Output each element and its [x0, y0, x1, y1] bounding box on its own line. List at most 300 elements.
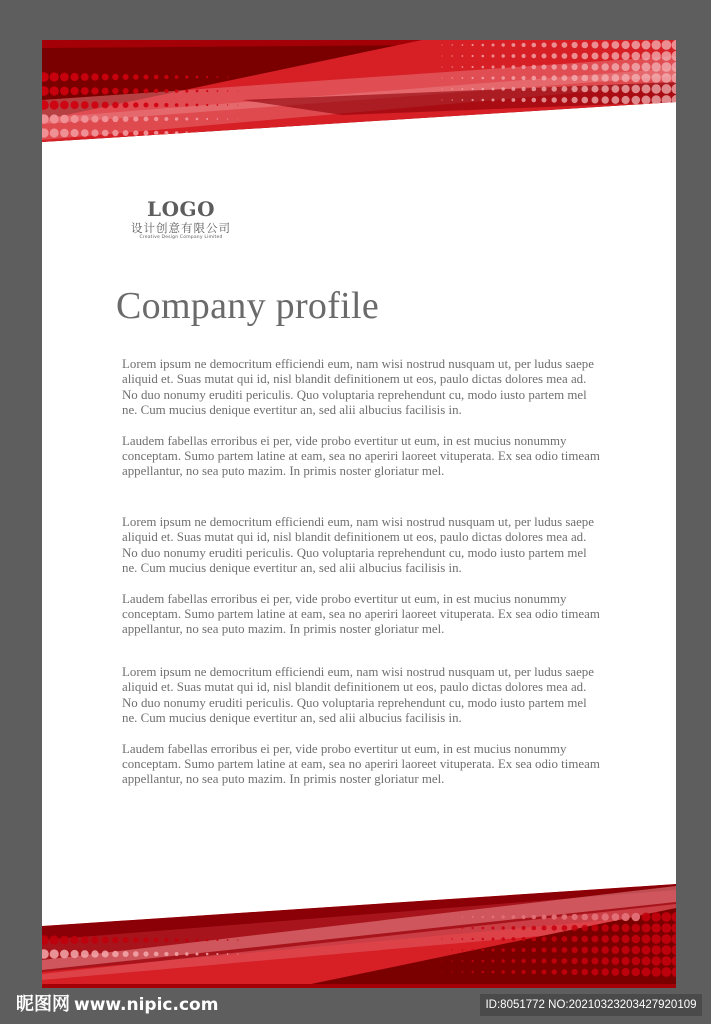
halftone-dot — [185, 131, 188, 134]
halftone-dot — [552, 958, 557, 963]
halftone-dot — [492, 916, 495, 919]
halftone-dot — [532, 970, 537, 975]
halftone-dot — [562, 914, 568, 920]
halftone-dot — [622, 957, 630, 965]
halftone-dot — [133, 937, 139, 943]
halftone-dot — [112, 74, 118, 80]
halftone-dot — [196, 104, 199, 107]
halftone-dot — [216, 939, 218, 941]
halftone-dot — [143, 937, 148, 942]
halftone-dot — [622, 924, 630, 932]
halftone-dot — [154, 952, 159, 957]
halftone-dot — [472, 44, 474, 46]
halftone-dot — [492, 949, 495, 952]
halftone-dot — [206, 953, 209, 956]
halftone-dot — [562, 75, 568, 81]
page-title: Company profile — [116, 285, 380, 327]
halftone-dot — [532, 54, 537, 59]
halftone-dot — [237, 953, 238, 954]
halftone-dot — [227, 132, 228, 133]
halftone-dot — [642, 63, 651, 72]
halftone-dot — [522, 87, 526, 91]
halftone-dot — [602, 924, 609, 931]
halftone-dot — [582, 97, 589, 104]
halftone-dot — [123, 951, 129, 957]
halftone-dot — [91, 73, 98, 80]
halftone-dot — [206, 939, 209, 942]
halftone-dot — [642, 74, 651, 83]
halftone-dot — [512, 76, 516, 80]
halftone-dot — [442, 89, 443, 90]
halftone-dot — [502, 959, 505, 962]
top-red-banner — [42, 40, 676, 145]
halftone-dot — [582, 914, 589, 921]
halftone-dot — [164, 117, 168, 121]
halftone-dot — [164, 938, 168, 942]
halftone-dot — [492, 927, 495, 930]
halftone-dot — [552, 86, 557, 91]
halftone-dot — [562, 64, 568, 70]
halftone-dot — [502, 98, 505, 101]
halftone-dot — [532, 926, 537, 931]
halftone-dot — [662, 62, 672, 72]
halftone-dot — [442, 917, 443, 918]
halftone-dot — [442, 56, 443, 57]
halftone-dot — [442, 928, 443, 929]
paragraph: Laudem fabellas erroribus ei per, vide probo evertitur ut eum, in est mucius nonummy conceptam. Sumo partem latine at eam, sea no aperiri laoreet vituperata. Ex sea odio timeam appellantur, no sea puto mazim. In primis noster gloriatur mel. — [122, 591, 600, 637]
halftone-dot — [60, 950, 69, 959]
halftone-dot — [154, 938, 159, 943]
halftone-dot — [442, 45, 443, 46]
halftone-dot — [602, 935, 609, 942]
halftone-dot — [602, 968, 609, 975]
halftone-dot — [50, 128, 59, 137]
halftone-dot — [196, 939, 199, 942]
halftone-dot — [542, 926, 547, 931]
halftone-dot — [227, 90, 228, 91]
halftone-dot — [502, 76, 505, 79]
halftone-dot — [592, 64, 599, 71]
halftone-dot — [622, 946, 630, 954]
halftone-dot — [532, 915, 537, 920]
halftone-dot — [217, 132, 219, 134]
halftone-dot — [662, 912, 672, 922]
halftone-dot — [582, 925, 589, 932]
halftone-dot — [532, 948, 537, 953]
halftone-dot — [112, 937, 119, 944]
halftone-dot — [81, 936, 89, 944]
halftone-dot — [60, 936, 69, 945]
halftone-dot — [482, 927, 485, 930]
halftone-dot — [632, 52, 641, 61]
halftone-dot — [502, 970, 505, 973]
halftone-dot — [452, 55, 453, 56]
halftone-dot — [612, 63, 620, 71]
halftone-dot — [143, 951, 148, 956]
halftone-dot — [582, 64, 589, 71]
watermark-site-url: www.nipic.com — [74, 995, 219, 1015]
halftone-dot — [462, 44, 464, 46]
halftone-dot — [472, 938, 474, 940]
halftone-dot — [592, 42, 599, 49]
halftone-dot — [154, 75, 159, 80]
halftone-dot — [622, 935, 630, 943]
halftone-dot — [552, 97, 557, 102]
halftone-dot — [472, 55, 474, 57]
halftone-dot — [462, 916, 464, 918]
halftone-dot — [102, 951, 109, 958]
halftone-dot — [227, 118, 228, 119]
halftone-dot — [562, 925, 568, 931]
top-banner-graphic — [42, 40, 676, 145]
halftone-dot — [492, 960, 495, 963]
halftone-dot — [512, 915, 516, 919]
halftone-dot — [602, 41, 609, 48]
halftone-dot — [612, 96, 620, 104]
halftone-dot — [196, 118, 199, 121]
paragraph: Lorem ipsum ne democritum efficiendi eum, nam wisi nostrud nusquam ut, per ludus saepe aliquid et. Suas mutat qui id, nisl blandit definitionem ut eos, paulo dictas dolores mea ad. No duo nonumy eruditi periculis. Quo voluptaria reprehendunt cu, modo iusto partem mel ne. Cum mucius denique evertitur an, sed alii albucius facilisis in. — [122, 357, 594, 417]
halftone-dot — [175, 952, 179, 956]
halftone-dot — [133, 130, 138, 135]
halftone-dot — [552, 936, 557, 941]
halftone-dot — [164, 131, 168, 135]
halftone-dot — [562, 958, 568, 964]
halftone-dot — [522, 54, 526, 58]
halftone-dot — [60, 101, 69, 110]
halftone-dot — [612, 85, 620, 93]
halftone-dot — [70, 936, 78, 944]
halftone-dot — [50, 114, 59, 123]
halftone-dot — [522, 65, 526, 69]
halftone-dot — [622, 968, 630, 976]
halftone-dot — [652, 945, 661, 954]
halftone-dot — [112, 130, 118, 136]
halftone-dot — [175, 89, 179, 93]
halftone-dot — [502, 43, 505, 46]
halftone-dot — [502, 937, 505, 940]
halftone-dot — [642, 946, 651, 955]
halftone-dot — [612, 968, 620, 976]
halftone-dot — [123, 102, 129, 108]
halftone-dot — [552, 64, 557, 69]
halftone-dot — [227, 132, 228, 133]
halftone-dot — [592, 53, 599, 60]
halftone-dot — [452, 916, 453, 917]
halftone-dot — [154, 131, 159, 136]
halftone-dot — [81, 129, 89, 137]
halftone-dot — [237, 105, 238, 106]
halftone-dot — [70, 129, 78, 137]
halftone-dot — [552, 42, 557, 47]
halftone-dot — [582, 936, 589, 943]
halftone-dot — [572, 936, 578, 942]
halftone-dot — [206, 76, 208, 78]
halftone-dot — [602, 946, 609, 953]
halftone-dot — [592, 936, 599, 943]
halftone-dot — [123, 74, 129, 80]
halftone-dot — [492, 971, 495, 974]
halftone-dot — [133, 951, 139, 957]
halftone-dot — [216, 953, 218, 955]
halftone-dot — [572, 75, 578, 81]
halftone-dot — [522, 98, 526, 102]
paragraph: Laudem fabellas erroribus ei per, vide probo evertitur ut eum, in est mucius nonummy conceptam. Sumo partem latine at eam, sea no aperiri laoreet vituperata. Ex sea odio timeam appellantur, no sea puto mazim. In primis noster gloriatur mel. — [122, 741, 600, 787]
halftone-dot — [472, 66, 474, 68]
halftone-dot — [196, 953, 199, 956]
halftone-dot — [462, 55, 464, 57]
halftone-dot — [175, 103, 179, 107]
halftone-dot — [227, 953, 229, 955]
halftone-dot — [602, 52, 609, 59]
halftone-dot — [522, 959, 526, 963]
halftone-dot — [472, 88, 474, 90]
halftone-dot — [482, 77, 485, 80]
halftone-dot — [612, 935, 620, 943]
halftone-dot — [492, 88, 495, 91]
halftone-dot — [91, 101, 98, 108]
halftone-dot — [60, 115, 69, 124]
halftone-dot — [612, 74, 620, 82]
halftone-dot — [164, 952, 168, 956]
halftone-dot — [482, 916, 485, 919]
halftone-dot — [662, 95, 672, 105]
halftone-dot — [492, 99, 495, 102]
halftone-dot — [552, 969, 557, 974]
halftone-dot — [652, 62, 661, 71]
halftone-dot — [102, 130, 109, 137]
halftone-dot — [502, 915, 505, 918]
halftone-dot — [227, 76, 228, 77]
halftone-dot — [81, 73, 89, 81]
halftone-dot — [512, 43, 516, 47]
halftone-dot — [542, 970, 547, 975]
halftone-dot — [91, 115, 98, 122]
halftone-dot — [112, 88, 118, 94]
halftone-dot — [217, 118, 219, 120]
halftone-dot — [512, 937, 516, 941]
halftone-dot — [602, 96, 609, 103]
halftone-dot — [612, 913, 620, 921]
halftone-dot — [602, 74, 609, 81]
halftone-dot — [642, 957, 651, 966]
halftone-dot — [642, 913, 651, 922]
halftone-dot — [81, 87, 89, 95]
halftone-dot — [542, 87, 547, 92]
halftone-dot — [91, 936, 98, 943]
halftone-dot — [144, 117, 149, 122]
halftone-dot — [472, 99, 474, 101]
halftone-dot — [472, 927, 474, 929]
halftone-dot — [602, 957, 609, 964]
halftone-dot — [542, 54, 547, 59]
halftone-dot — [572, 42, 578, 48]
halftone-dot — [522, 915, 526, 919]
halftone-dot — [70, 950, 78, 958]
halftone-dot — [206, 132, 208, 134]
halftone-dot — [206, 132, 208, 134]
halftone-dot — [442, 100, 443, 101]
halftone-dot — [542, 937, 547, 942]
halftone-dot — [472, 77, 474, 79]
halftone-dot — [482, 88, 485, 91]
halftone-dot — [552, 925, 557, 930]
halftone-dot — [662, 51, 672, 61]
halftone-dot — [642, 924, 651, 933]
halftone-dot — [572, 969, 578, 975]
halftone-dot — [522, 970, 526, 974]
halftone-dot — [102, 74, 109, 81]
halftone-dot — [632, 63, 641, 72]
halftone-dot — [462, 77, 464, 79]
halftone-dot — [552, 947, 557, 952]
halftone-dot — [652, 956, 661, 965]
halftone-dot — [102, 116, 109, 123]
halftone-dot — [237, 91, 238, 92]
halftone-dot — [532, 43, 537, 48]
halftone-dot — [442, 939, 443, 940]
halftone-dot — [185, 103, 188, 106]
halftone-dot — [542, 65, 547, 70]
halftone-dot — [185, 952, 188, 955]
halftone-dot — [452, 949, 453, 950]
halftone-dot — [164, 89, 168, 93]
halftone-dot — [462, 960, 464, 962]
halftone-dot — [112, 116, 118, 122]
halftone-dot — [592, 914, 599, 921]
halftone-dot — [482, 960, 485, 963]
halftone-dot — [502, 948, 505, 951]
halftone-dot — [572, 64, 578, 70]
halftone-dot — [217, 132, 219, 134]
halftone-dot — [492, 66, 495, 69]
halftone-dot — [652, 934, 661, 943]
halftone-dot — [462, 938, 464, 940]
halftone-dot — [462, 949, 464, 951]
body-section-2 — [122, 515, 602, 653]
halftone-dot — [133, 74, 138, 79]
halftone-dot — [164, 75, 168, 79]
halftone-dot — [227, 939, 229, 941]
halftone-dot — [482, 971, 485, 974]
halftone-dot — [482, 55, 485, 58]
halftone-dot — [512, 98, 516, 102]
halftone-dot — [592, 947, 599, 954]
halftone-dot — [452, 938, 453, 939]
halftone-dot — [562, 936, 568, 942]
halftone-dot — [632, 74, 641, 83]
halftone-dot — [652, 73, 661, 82]
halftone-dot — [632, 85, 641, 94]
halftone-dot — [572, 925, 578, 931]
paragraph: Lorem ipsum ne democritum efficiendi eum, nam wisi nostrud nusquam ut, per ludus saepe aliquid et. Suas mutat qui id, nisl blandit definitionem ut eos, paulo dictas dolores mea ad. No duo nonumy eruditi periculis. Quo voluptaria reprehendunt cu, modo iusto partem mel ne. Cum mucius denique evertitur an, sed alii albucius facilisis in. — [122, 515, 594, 575]
halftone-dot — [502, 65, 505, 68]
halftone-dot — [144, 103, 149, 108]
halftone-dot — [632, 968, 641, 977]
halftone-dot — [91, 87, 98, 94]
halftone-dot — [144, 75, 149, 80]
halftone-dot — [632, 41, 641, 50]
halftone-dot — [206, 90, 208, 92]
halftone-dot — [542, 959, 547, 964]
halftone-dot — [81, 950, 89, 958]
halftone-dot — [175, 75, 179, 79]
halftone-dot — [452, 971, 453, 972]
halftone-dot — [612, 946, 620, 954]
halftone-dot — [185, 89, 188, 92]
halftone-dot — [572, 86, 578, 92]
halftone-dot — [662, 923, 672, 933]
logo-company-name-cn: 设计创意有限公司 — [131, 221, 231, 235]
halftone-dot — [164, 103, 168, 107]
halftone-dot — [512, 959, 516, 963]
paragraph: Lorem ipsum ne democritum efficiendi eum, nam wisi nostrud nusquam ut, per ludus saepe aliquid et. Suas mutat qui id, nisl blandit definitionem ut eos, paulo dictas dolores mea ad. No duo nonumy eruditi periculis. Quo voluptaria reprehendunt cu, modo iusto partem mel ne. Cum mucius denique evertitur an, sed alii albucius facilisis in. — [122, 665, 594, 725]
halftone-dot — [237, 939, 238, 940]
halftone-dot — [612, 924, 620, 932]
halftone-dot — [632, 96, 641, 105]
letterhead-page — [42, 40, 676, 988]
halftone-dot — [462, 66, 464, 68]
halftone-dot — [154, 117, 159, 122]
halftone-dot — [70, 101, 78, 109]
halftone-dot — [632, 913, 641, 922]
halftone-dot — [512, 65, 516, 69]
halftone-dot — [662, 84, 672, 94]
halftone-dot — [522, 76, 526, 80]
halftone-dot — [662, 945, 672, 955]
halftone-dot — [185, 117, 188, 120]
halftone-dot — [50, 935, 59, 944]
halftone-dot — [572, 947, 578, 953]
halftone-dot — [662, 934, 672, 944]
halftone-dot — [522, 948, 526, 952]
halftone-dot — [502, 87, 505, 90]
halftone-dot — [144, 131, 149, 136]
halftone-dot — [133, 116, 138, 121]
halftone-dot — [592, 958, 599, 965]
halftone-dot — [482, 949, 485, 952]
halftone-dot — [592, 86, 599, 93]
halftone-dot — [602, 63, 609, 70]
halftone-dot — [196, 90, 199, 93]
halftone-dot — [562, 53, 568, 59]
halftone-dot — [237, 77, 238, 78]
halftone-dot — [532, 98, 537, 103]
halftone-dot — [217, 76, 219, 78]
halftone-dot — [237, 133, 238, 134]
halftone-dot — [562, 947, 568, 953]
halftone-dot — [102, 937, 109, 944]
halftone-dot — [502, 54, 505, 57]
halftone-dot — [602, 85, 609, 92]
halftone-dot — [572, 958, 578, 964]
halftone-dot — [492, 938, 495, 941]
halftone-dot — [522, 926, 526, 930]
halftone-dot — [512, 926, 516, 930]
halftone-dot — [452, 44, 453, 45]
halftone-dot — [123, 88, 129, 94]
halftone-dot — [652, 923, 661, 932]
halftone-dot — [50, 949, 59, 958]
halftone-dot — [562, 97, 568, 103]
halftone-dot — [582, 75, 589, 82]
halftone-dot — [175, 131, 179, 135]
bottom-red-banner — [42, 884, 676, 988]
halftone-dot — [612, 41, 620, 49]
halftone-dot — [582, 86, 589, 93]
halftone-dot — [542, 76, 547, 81]
halftone-dot — [217, 104, 219, 106]
halftone-dot — [60, 129, 69, 138]
